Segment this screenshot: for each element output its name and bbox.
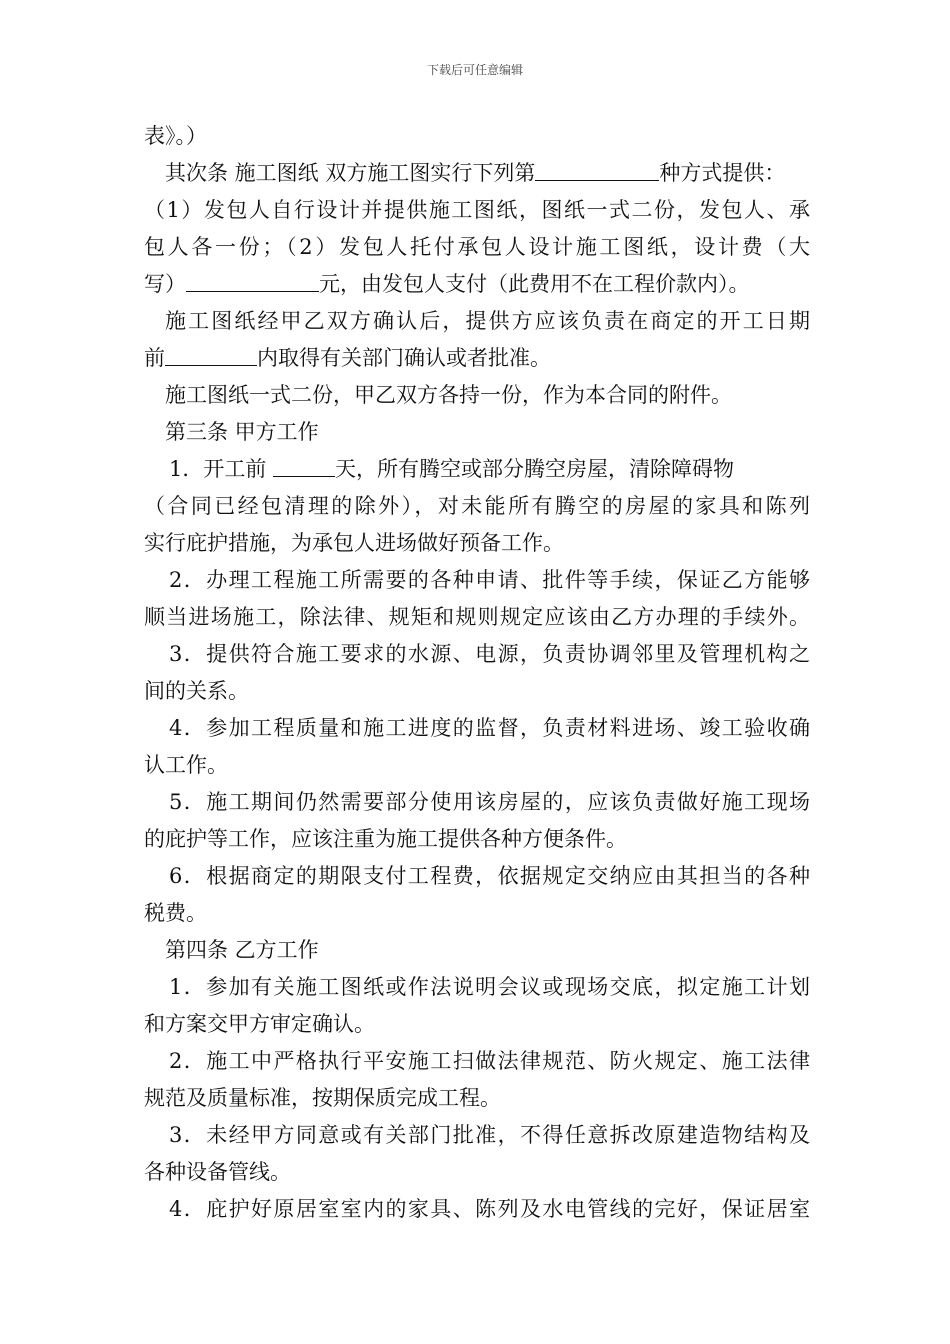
fill-in-blank [535, 158, 659, 181]
text-line: 第三条 甲方工作 [165, 420, 319, 444]
text-line: 税费。 [144, 901, 207, 925]
text-line: 2．办理工程施工所需要的各种申请、批件等手续，保证乙方能够 [169, 568, 810, 592]
text-segment: 写） [144, 272, 186, 296]
text-line: 2．施工中严格执行平安施工扫做法律规范、防火规定、施工法律 [169, 1049, 810, 1073]
text-line: 施工图纸经甲乙双方确认后，提供方应该负责在商定的开工日期 [165, 309, 810, 333]
text-segment: 1．开工前 [169, 457, 274, 481]
text-line [144, 155, 810, 192]
text-line: 的庇护等工作，应该注重为施工提供各种方便条件。 [144, 827, 627, 851]
text-line: 顺当进场施工，除法律、规矩和规则规定应该由乙方办理的手续外。 [144, 605, 810, 629]
text-line: 实行庇护措施，为承包人进场做好预备工作。 [144, 531, 564, 555]
text-line: 施工图纸一式二份，甲乙双方各持一份，作为本合同的附件。 [165, 383, 732, 407]
page-header: 下载后可任意编辑 [426, 63, 523, 77]
text-segment: 天，所有腾空或部分腾空房屋，清除障碍物 [335, 457, 735, 481]
document-body [144, 118, 810, 1228]
text-line: 5．施工期间仍然需要部分使用该房屋的，应该负责做好施工现场 [169, 790, 810, 814]
text-line: 和方案交甲方审定确认。 [144, 1012, 375, 1036]
text-line: 各种设备管线。 [144, 1160, 291, 1184]
text-line: 4．庇护好原居室室内的家具、陈列及水电管线的完好，保证居室 [169, 1197, 810, 1221]
text-segment: 元，由发包人支付（此费用不在工程价款内）。 [319, 272, 750, 296]
text-segment: 内取得有关部门确认或者批准。 [257, 346, 551, 370]
text-line: 第四条 乙方工作 [165, 938, 319, 962]
text-line: 3．未经甲方同意或有关部门批准，不得任意拆改原建造物结构及 [169, 1123, 810, 1147]
text-line: 包人各一份；（2）发包人托付承包人设计施工图纸，设计费（大 [144, 235, 810, 259]
text-line: 4．参加工程质量和施工进度的监督，负责材料进场、竣工验收确 [169, 716, 810, 740]
text-segment: 种方式提供： [659, 161, 786, 185]
text-line [144, 340, 810, 377]
fill-in-blank [273, 454, 335, 477]
text-line: 规范及质量标准，按期保质完成工程。 [144, 1086, 501, 1110]
text-line: 表》。） [144, 124, 207, 148]
text-line: 1．参加有关施工图纸或作法说明会议或现场交底，拟定施工计划 [169, 975, 810, 999]
text-line: 间的关系。 [144, 679, 249, 703]
text-line: 6．根据商定的期限支付工程费，依据规定交纳应由其担当的各种 [169, 864, 810, 888]
fill-in-blank [186, 269, 319, 292]
text-line: （合同已经包清理的除外），对未能所有腾空的房屋的家具和陈列 [144, 494, 810, 518]
text-segment: 前 [144, 346, 165, 370]
text-line [144, 266, 810, 303]
text-line: （1）发包人自行设计并提供施工图纸，图纸一式二份，发包人、承 [144, 198, 810, 222]
fill-in-blank [165, 343, 257, 366]
text-line: 认工作。 [144, 753, 228, 777]
text-segment: 其次条 施工图纸 双方施工图实行下列第 [165, 161, 536, 185]
text-line: 3．提供符合施工要求的水源、电源，负责协调邻里及管理机构之 [169, 642, 810, 666]
text-line [144, 451, 810, 488]
